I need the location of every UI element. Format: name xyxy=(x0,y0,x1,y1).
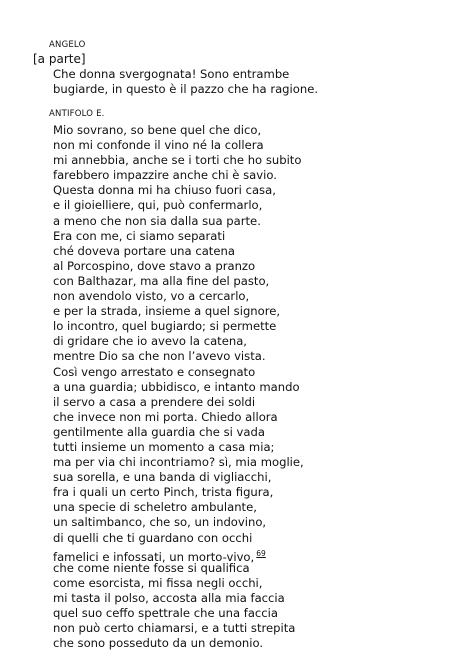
speaker-name-antifolo: ANTIFOLO E. xyxy=(49,109,105,119)
stage-direction: [a parte] xyxy=(33,52,86,66)
verse-line: al Porcospino, dove stavo a pranzo xyxy=(53,258,256,273)
verse-line: Mio sovrano, so bene quel che dico, xyxy=(53,123,262,137)
verse-line: una specie di scheletro ambulante, xyxy=(53,500,257,515)
verse-line: di quelli che ti guardano con occhi xyxy=(53,530,253,545)
verse-line-with-note xyxy=(53,546,304,564)
verse-line: ma per via chi incontriamo? sì, mia moglie, xyxy=(53,455,304,470)
verse-line: non può certo chiamarsi, e a tutti strepita xyxy=(53,621,296,636)
verse-line: che sono posseduto da un demonio. xyxy=(53,636,264,651)
verse-line: non avendolo visto, vo a cercarlo, xyxy=(53,289,250,304)
verse-line: e per la strada, insieme a quel signore, xyxy=(53,304,281,319)
verse-line: con Balthazar, ma alla fine del pasto, xyxy=(53,273,270,288)
antifolo-speech xyxy=(53,123,304,651)
angelo-speech xyxy=(53,67,318,97)
verse-line: lo incontro, quel bugiardo; si permette xyxy=(53,319,277,334)
verse-line: sua sorella, e una banda di vigliacchi, xyxy=(53,470,272,485)
verse-line: Che donna svergognata! Sono entrambe xyxy=(53,67,290,81)
verse-line: bugiarde, in questo è il pazzo che ha ragione. xyxy=(53,82,319,97)
verse-line: a una guardia; ubbidisco, e intanto mando xyxy=(53,379,300,394)
verse-line: che come niente fosse si qualifica xyxy=(53,560,250,575)
verse-line: a meno che non sia dalla sua parte. xyxy=(53,213,261,228)
verse-line: gentilmente alla guardia che si vada xyxy=(53,424,265,439)
verse-line: di gridare che io avevo la catena, xyxy=(53,334,247,349)
verse-line: farebbero impazzire anche chi è savio. xyxy=(53,168,277,183)
verse-line: come esorcista, mi fissa negli occhi, xyxy=(53,575,263,590)
verse-line: un saltimbanco, che so, un indovino, xyxy=(53,515,267,530)
verse-line: il servo a casa a prendere dei soldi xyxy=(53,394,256,409)
verse-line: e il gioielliere, qui, può confermarlo, xyxy=(53,198,263,213)
verse-line: non mi confonde il vino né la collera xyxy=(53,138,264,153)
verse-line: quel suo ceffo spettrale che una faccia xyxy=(53,606,279,620)
footnote-reference-link[interactable]: 69 xyxy=(256,548,266,558)
verse-line: mi tasta il polso, accosta alla mia faccia xyxy=(53,590,285,605)
verse-line-text: famelici e infossati, un morto-vivo, xyxy=(53,549,255,564)
verse-line: Così vengo arrestato e consegnato xyxy=(53,364,256,379)
speaker-name-angelo: ANGELO xyxy=(49,40,86,50)
verse-line: che invece non mi porta. Chiedo allora xyxy=(53,409,278,424)
verse-line: ché doveva portare una catena xyxy=(53,243,235,258)
verse-line: tutti insieme un momento a casa mia; xyxy=(53,439,275,454)
verse-line: Questa donna mi ha chiuso fuori casa, xyxy=(53,183,276,198)
verse-line: fra i quali un certo Pinch, trista figura, xyxy=(53,485,274,500)
verse-line: Era con me, ci siamo separati xyxy=(53,228,226,243)
verse-line: mi annebbia, anche se i torti che ho subito xyxy=(53,153,302,168)
verse-line: mentre Dio sa che non l’avevo vista. xyxy=(53,349,266,364)
